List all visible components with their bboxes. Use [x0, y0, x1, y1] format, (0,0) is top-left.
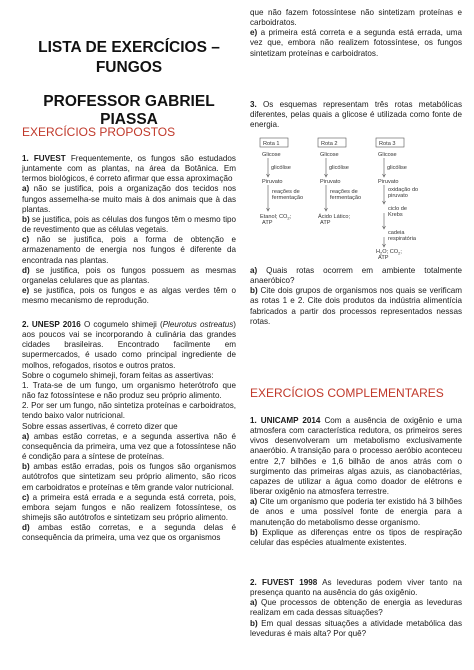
question-1-option-a: a) não se justifica, pois a organização dos tecidos nos fungos assemelha-se muito mais à dos animais que à das plantas.: [22, 184, 236, 214]
question-1-option-c: c) não se justifica, pois a forma de obtenção e armazenamento de energia nos fungos é diferente da encontrada nas plantas.: [22, 235, 236, 265]
question-2-option-e: e) a primeira está correta e a segunda está errada, uma vez que, embora não realizem fotossíntese, os fungos sintetizam proteínas e carboidratos.: [250, 28, 462, 58]
glycolysis-3: glicólise: [387, 165, 407, 171]
question-1: [22, 154, 236, 306]
product-route-1: Etanol; $CO_2$;: [260, 214, 292, 221]
fermentation-1b: fermentação: [272, 195, 304, 201]
question-3: 3. Os esquemas representam três rotas metabólicas diferentes, pelas quais a glicose é utilizada como fonte de energia.: [250, 100, 462, 130]
complementary-question-1: 1. UNICAMP 2014 Com a ausência de oxigênio e uma atmosfera com característica redutora, os primeiros seres vivos desenvolveram um metabolismo exclusivamente anaeróbio. A transição para o processo aeróbio aconteceu entre 2,7 bilhões e 1,6 bilhão de anos atrás com o surgimento das primeiras algas azuis, as cianobactérias, capazes de utilizar a água como doador de elétrons e liberar oxigênio na atmosfera terrestre. a) Cite um organismo que poderia ter existido há 3 bilhões de anos e uma possível fonte de energia para a manutenção do metabolismo desse organismo. b) Explique as diferenças entre os tipos de respiração celular das espécies atualmente existentes.: [250, 416, 462, 547]
question-2-option-c: c) a primeira está errada e a segunda está correta, pois, embora sejam fungos e não realizem fotossíntese, os shimejis são autótrofos e sintetizam seu próprio alimento.: [22, 492, 236, 522]
complementary-question-2: 2. FUVEST 1998 As leveduras podem viver tanto na presença quanto na ausência do gás oxigênio. a) Que processos de obtenção de energia as leveduras realizam em cada dessas situações? b) Em qual dessas situações a atividade metabólica das leveduras é mais alta? Por quê?: [250, 578, 462, 638]
pyruvate-3: Piruvato: [378, 179, 399, 185]
glucose-2: Glicose: [320, 152, 339, 158]
oxidation-b: piruvato: [388, 193, 408, 199]
complementary-question-1-option-a: a) Cite um organismo que poderia ter existido há 3 bilhões de anos e uma possível fonte de energia para a manutenção do metabolismo desse organismo.: [250, 497, 462, 527]
question-2-assertion-2: 2. Por ser um fungo, não sintetiza proteínas e carboidratos, tendo baixo valor nutricional.: [22, 401, 236, 421]
document-subtitle: PROFESSOR GABRIEL PIASSA: [43, 93, 215, 128]
question-1-number: 1. FUVEST: [22, 154, 66, 163]
complementary-question-2-number: 2. FUVEST 1998: [250, 578, 318, 587]
product-route-3: $H_2O$; $CO_2$;: [376, 249, 402, 256]
question-3-options: [250, 266, 462, 327]
product-route-3-atp: ATP: [378, 255, 389, 260]
question-2: 2. UNESP 2016 O cogumelo shimeji (Pleurotus ostreatus) aos poucos vai se incorporando à culinária das grandes cidades brasileiras. Encontrado facilmente em supermercados, é usado como principal ingrediente de molhos, refogados, risotos e outros pratos. Sobre o cogumelo shimeji, foram feitas as assertivas: 1. Trata-se de um fungo, um organismo heterótrofo que não faz fotossíntese e não produz seu próprio alimento. 2. Por ser um fungo, não sintetiza proteínas e carboidratos, tendo baixo valor nutricional. Sobre essas assertivas, é correto dizer que a) ambas estão corretas, e a segunda assertiva não é consequência da primeira, uma vez que a fotossíntese não é condição para a síntese de proteínas. b) ambas estão erradas, pois os fungos são organismos autótrofos que sintetizam seu próprio alimento, são ricos em carboidratos e proteínas e têm grande valor nutricional. c) a primeira está errada e a segunda está correta, pois, embora sejam fungos e não realizem fotossíntese, os shimejis são autótrofos e sintetizam seu próprio alimento. d) ambas estão corretas, e a segunda delas é consequência da primeira, uma vez que os organismos: [22, 320, 236, 543]
complementary-question-2-option-a: a) Que processos de obtenção de energia as leveduras realizam em cada dessas situações?: [250, 598, 462, 618]
species-name: Pleurotus ostreatus: [162, 320, 234, 329]
glycolysis-2: glicólise: [329, 165, 349, 171]
question-2-option-d: d) ambas estão corretas, e a segunda delas é consequência da primeira, uma vez que os organismos: [22, 523, 236, 543]
question-1-option-d: d) se justifica, pois os fungos possuem as mesmas organelas celulares que as plantas.: [22, 265, 236, 285]
krebs-a: ciclo de: [388, 206, 407, 212]
question-1-option-e: e) se justifica, pois os fungos e as algas verdes têm o mesmo mecanismo de reprodução.: [22, 286, 236, 306]
complementary-question-1-option-b: b) Explique as diferenças entre os tipos de respiração celular das espécies atualmente existentes.: [250, 527, 462, 547]
chain-a: cadeia: [388, 230, 405, 236]
question-1-stem: Frequentemente, os fungos são estudados juntamente com as plantas, na área da Botânica. Em termos biológicos, é correto afirmar que essa aproximação: [22, 154, 236, 184]
glucose-3: Glicose: [378, 152, 397, 158]
document-title: [22, 38, 236, 78]
glycolysis-1: glicólise: [271, 165, 291, 171]
question-1-option-b: b) se justifica, pois as células dos fungos têm o mesmo tipo de revestimento que as células vegetais.: [22, 214, 236, 235]
pyruvate-2: Piruvato: [320, 179, 341, 185]
krebs-b: Krebs: [388, 212, 403, 218]
question-2-option-a: a) ambas estão corretas, e a segunda assertiva não é consequência da primeira, uma vez que a fotossíntese não é condição para a síntese de proteínas.: [22, 431, 236, 462]
route-1-label: Rota 1: [263, 141, 280, 147]
fermentation-1a: reações de: [272, 189, 300, 195]
fermentation-2a: reações de: [330, 189, 358, 195]
question-2-intro: Sobre o cogumelo shimeji, foram feitas as assertivas:: [22, 370, 214, 380]
question-2-number: 2. UNESP 2016: [22, 320, 81, 329]
question-2-assertion-1: 1. Trata-se de um fungo, um organismo heterótrofo que não faz fotossíntese e não produz seu próprio alimento.: [22, 380, 236, 401]
glucose-1: Glicose: [262, 152, 281, 158]
pyruvate-1: Piruvato: [262, 179, 283, 185]
fermentation-2b: fermentação: [330, 195, 362, 201]
title-line-2: FUNGOS: [95, 59, 163, 76]
section-heading-proposed: EXERCÍCIOS PROPOSTOS: [22, 125, 176, 139]
route-3-label: Rota 3: [379, 141, 396, 147]
question-2-continuation: que não fazem fotossíntese não sintetizam proteínas e carboidratos. e) a primeira está correta e a segunda está errada, uma vez que, embora não realizem fotossíntese, os fungos sintetizam proteínas e carboidratos.: [250, 8, 462, 58]
product-route-1-atp: ATP: [262, 220, 273, 226]
complementary-question-1-number: 1. UNICAMP 2014: [250, 416, 321, 425]
title-line-1: LISTA DE EXERCÍCIOS –: [38, 39, 220, 56]
product-route-2: Ácido Lático;: [318, 214, 351, 220]
oxidation-a: oxidação do: [388, 187, 419, 193]
question-3-option-b: b) Cite dois grupos de organismos nos quais se verificam as rotas 1 e 2. Cite dois produtos da indústria alimentícia fabricados a partir dos processos representados nessas rotas.: [250, 286, 462, 326]
product-route-2-atp: ATP: [320, 220, 331, 226]
metabolic-routes-diagram: [250, 136, 462, 260]
question-2-prompt: Sobre essas assertivas, é correto dizer que: [22, 421, 178, 431]
question-2-option-b: b) ambas estão erradas, pois os fungos são organismos autótrofos que sintetizam seu próprio alimento, são ricos em carboidratos e proteínas e têm grande valor nutricional.: [22, 462, 236, 492]
question-3-option-a: a) Quais rotas ocorrem em ambiente totalmente anaeróbico?: [250, 266, 462, 286]
section-heading-complementary: EXERCÍCIOS COMPLEMENTARES: [250, 386, 444, 400]
question-3-number: 3.: [250, 100, 257, 109]
chain-b: respiratória: [388, 236, 416, 242]
route-2-label: Rota 2: [321, 141, 338, 147]
complementary-question-2-option-b: b) Em qual dessas situações a atividade metabólica das leveduras é mais alta? Por quê?: [250, 618, 462, 638]
